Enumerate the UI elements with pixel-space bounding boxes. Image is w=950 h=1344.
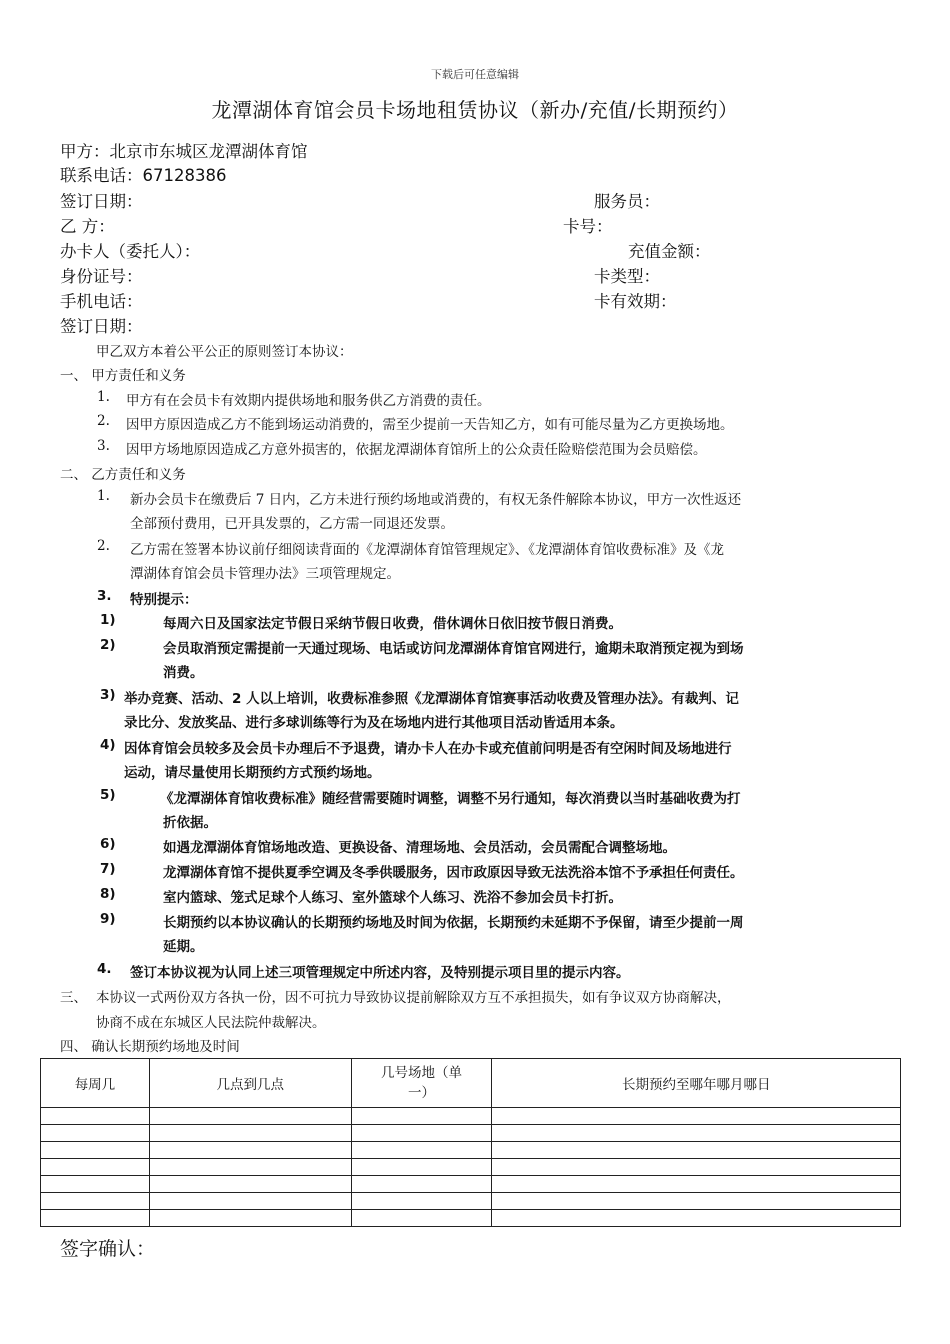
sign-date-field: 签订日期：	[60, 192, 143, 211]
table-cell[interactable]	[351, 1193, 492, 1210]
table-cell[interactable]	[492, 1159, 901, 1176]
table-cell[interactable]	[149, 1210, 351, 1227]
table-row	[41, 1210, 901, 1227]
table-cell[interactable]	[149, 1142, 351, 1159]
table-row	[41, 1108, 901, 1125]
tip-item: 长期预约以本协议确认的长期预约场地及时间为依据，长期预约未延期不予保留，请至少提前一周	[163, 915, 744, 931]
table-cell[interactable]	[351, 1176, 492, 1193]
card-type-field: 卡类型：	[594, 267, 660, 286]
table-row	[41, 1142, 901, 1159]
tip-number: 5)	[100, 787, 116, 803]
list-item-number: 2.	[97, 413, 110, 429]
recharge-amount-field: 充值金额：	[628, 242, 711, 261]
list-item: 因甲方原因造成乙方不能到场运动消费的，需至少提前一天告知乙方，如有可能尽量为乙方更换场地。	[126, 417, 734, 433]
table-cell[interactable]	[41, 1108, 150, 1125]
special-notice-heading: 特别提示：	[130, 592, 198, 608]
table-row	[41, 1159, 901, 1176]
table-cell[interactable]	[149, 1193, 351, 1210]
table-cell[interactable]	[351, 1159, 492, 1176]
table-cell[interactable]	[41, 1193, 150, 1210]
table-cell[interactable]	[41, 1176, 150, 1193]
schedule-table	[40, 1058, 901, 1227]
tip-item: 举办竞赛、活动、2 人以上培训，收费标准参照《龙潭湖体育馆赛事活动收费及管理办法》。有裁判、记	[124, 691, 739, 707]
agent-field: 办卡人（委托人）：	[60, 242, 201, 261]
list-item-continued: 全部预付费用，已开具发票的，乙方需一同退还发票。	[130, 516, 454, 532]
column-header-court-line1: 几号场地（单	[381, 1065, 463, 1081]
table-cell[interactable]	[492, 1176, 901, 1193]
list-item: 新办会员卡在缴费后 7 日内，乙方未进行预约场地或消费的，有权无条件解除本协议，甲方一次性返还	[130, 492, 742, 508]
section3-text: 本协议一式两份双方各执一份，因不可抗力导致协议提前解除双方互不承担损失，如有争议双方协商解决，	[96, 990, 731, 1006]
list-item-number: 2.	[97, 538, 110, 554]
contact-phone: 联系电话：67128386	[60, 166, 227, 185]
sign-date-field-2: 签订日期：	[60, 317, 143, 336]
column-header-court-line2: 一）	[408, 1085, 436, 1101]
table-cell[interactable]	[351, 1125, 492, 1142]
table-cell[interactable]	[492, 1142, 901, 1159]
table-cell[interactable]	[41, 1125, 150, 1142]
tip-number: 8)	[100, 886, 116, 902]
list-item-number: 3.	[97, 438, 110, 454]
table-cell[interactable]	[351, 1108, 492, 1125]
tip-item: 因体育馆会员较多及会员卡办理后不予退费，请办卡人在办卡或充值前问明是否有空闲时间及场地进行	[124, 741, 732, 757]
tip-item: 《龙潭湖体育馆收费标准》随经营需要随时调整，调整不另行通知，每次消费以当时基础收费为打	[160, 791, 741, 807]
party-a: 甲方：北京市东城区龙潭湖体育馆	[60, 142, 308, 161]
list-item: 因甲方场地原因造成乙方意外损害的，依据龙潭湖体育馆所上的公众责任险赔偿范围为会员赔偿。	[126, 442, 707, 458]
tip-item: 龙潭湖体育馆不提供夏季空调及冬季供暖服务，因市政原因导致无法洗浴本馆不予承担任何责任。	[163, 865, 744, 881]
table-cell[interactable]	[351, 1210, 492, 1227]
tip-item: 会员取消预定需提前一天通过现场、电话或访问龙潭湖体育馆官网进行，逾期未取消预定视为到场	[163, 641, 744, 657]
list-item: 乙方需在签署本协议前仔细阅读背面的《龙潭湖体育馆管理规定》、《龙潭湖体育馆收费标准》及《龙	[130, 542, 724, 558]
card-number-field: 卡号：	[563, 217, 613, 236]
table-cell[interactable]	[149, 1125, 351, 1142]
tip-item-continued: 录比分、发放奖品、进行多球训练等行为及在场地内进行其他项目活动皆适用本条。	[124, 715, 624, 731]
list-item-number: 4.	[97, 961, 112, 977]
table-cell[interactable]	[492, 1125, 901, 1142]
party-b-field: 乙 方：	[60, 217, 115, 236]
column-header-time: 几点到几点	[149, 1059, 351, 1108]
mobile-field: 手机电话：	[60, 292, 143, 311]
staff-field: 服务员：	[594, 192, 660, 211]
list-item-number: 1.	[97, 488, 110, 504]
list-item: 甲方有在会员卡有效期内提供场地和服务供乙方消费的责任。	[126, 393, 491, 409]
column-header-day: 每周几	[41, 1059, 150, 1108]
tip-number: 7)	[100, 861, 116, 877]
table-row	[41, 1125, 901, 1142]
table-cell[interactable]	[149, 1159, 351, 1176]
table-cell[interactable]	[149, 1108, 351, 1125]
list-item-continued: 潭湖体育馆会员卡管理办法》三项管理规定。	[130, 566, 400, 582]
tip-item-continued: 消费。	[163, 665, 204, 681]
list-item-number: 1.	[97, 389, 110, 405]
table-cell[interactable]	[149, 1176, 351, 1193]
list-item-number: 3.	[97, 588, 112, 604]
table-row	[41, 1193, 901, 1210]
tip-item: 室内篮球、笼式足球个人练习、室外篮球个人练习、洗浴不参加会员卡打折。	[163, 890, 622, 906]
section2-heading: 二、 乙方责任和义务	[60, 467, 186, 483]
tip-number: 1)	[100, 612, 116, 628]
tip-number: 6)	[100, 836, 116, 852]
section3-text-continued: 协商不成在东城区人民法院仲裁解决。	[96, 1015, 326, 1031]
column-header-until: 长期预约至哪年哪月哪日	[492, 1059, 901, 1108]
table-cell[interactable]	[492, 1108, 901, 1125]
table-cell[interactable]	[492, 1193, 901, 1210]
tip-item-continued: 运动，请尽量使用长期预约方式预约场地。	[124, 765, 381, 781]
table-cell[interactable]	[41, 1142, 150, 1159]
table-cell[interactable]	[492, 1210, 901, 1227]
list-item: 签订本协议视为认同上述三项管理规定中所述内容，及特别提示项目里的提示内容。	[130, 965, 630, 981]
section1-heading: 一、 甲方责任和义务	[60, 368, 186, 384]
table-cell[interactable]	[351, 1142, 492, 1159]
tip-number: 3)	[100, 687, 116, 703]
table-cell[interactable]	[41, 1159, 150, 1176]
tip-item-continued: 折依据。	[163, 815, 217, 831]
column-header-court	[351, 1059, 492, 1108]
tip-item: 如遇龙潭湖体育馆场地改造、更换设备、清理场地、会员活动，会员需配合调整场地。	[163, 840, 676, 856]
tip-item-continued: 延期。	[163, 939, 204, 955]
intro-text: 甲乙双方本着公平公正的原则签订本协议：	[96, 344, 353, 360]
tip-number: 9)	[100, 911, 116, 927]
section4-heading: 四、 确认长期预约场地及时间	[60, 1039, 240, 1055]
table-row	[41, 1176, 901, 1193]
table-cell[interactable]	[41, 1210, 150, 1227]
tip-item: 每周六日及国家法定节假日采纳节假日收费，借休调休日依旧按节假日消费。	[163, 616, 622, 632]
section3-heading: 三、	[60, 990, 87, 1006]
table-header-row	[41, 1059, 901, 1108]
tip-number: 2)	[100, 637, 116, 653]
header-note: 下载后可任意编辑	[431, 68, 519, 81]
id-number-field: 身份证号：	[60, 267, 143, 286]
tip-number: 4)	[100, 737, 116, 753]
signature-label: 签字确认：	[60, 1238, 156, 1260]
page-title: 龙潭湖体育馆会员卡场地租赁协议（新办/充值/长期预约）	[211, 98, 739, 122]
card-validity-field: 卡有效期：	[594, 292, 677, 311]
